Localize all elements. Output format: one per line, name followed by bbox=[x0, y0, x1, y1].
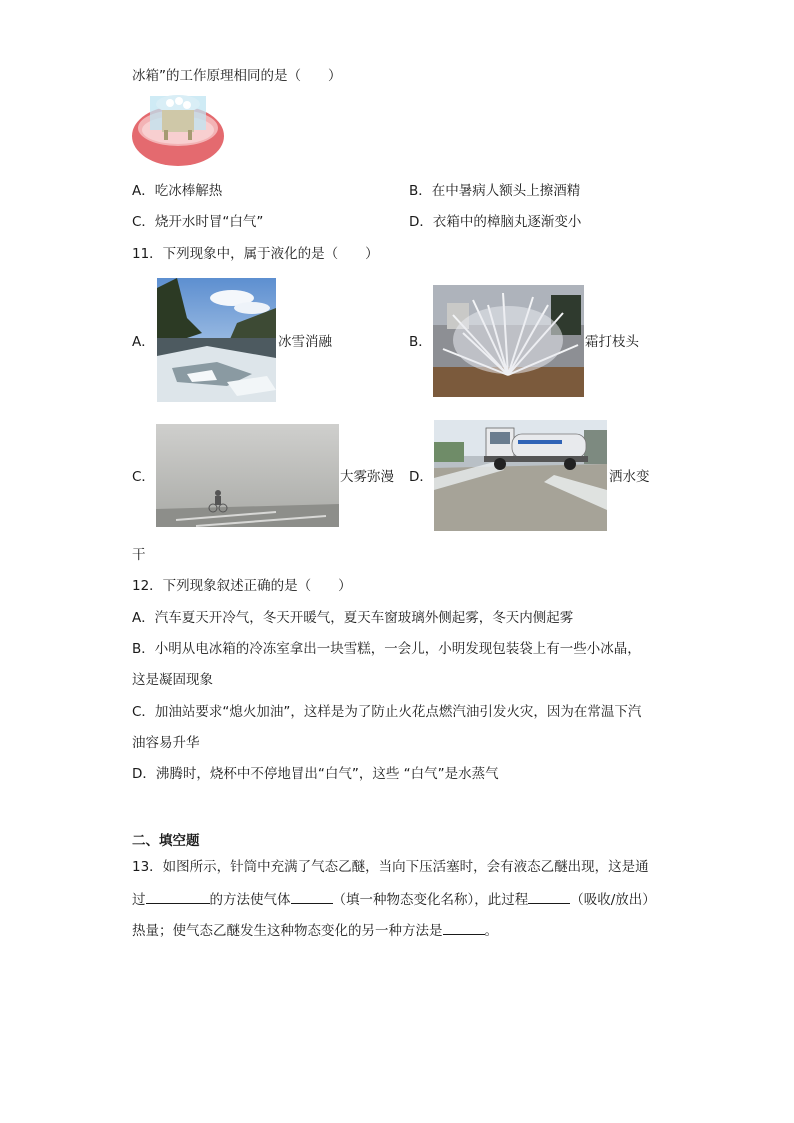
q13-blank-2[interactable] bbox=[291, 889, 333, 904]
section-title-fill-blank: 二、填空题 bbox=[132, 833, 200, 849]
q10-option-b: B．在中暑病人额头上擦酒精 bbox=[409, 183, 581, 199]
q13-blank-3[interactable] bbox=[528, 889, 570, 904]
q13-line1: 13．如图所示，针筒中充满了气态乙醚，当向下压活塞时，会有液态乙醚出现，这是通 bbox=[132, 859, 649, 875]
q13-blank-4[interactable] bbox=[443, 920, 485, 935]
q12-option-b: B．小明从电冰箱的冷冻室拿出一块雪糕，一会儿，小明发现包装袋上有一些小冰晶， bbox=[132, 641, 641, 657]
q11-option-c-caption: 大雾弥漫 bbox=[340, 469, 394, 485]
q11-image-snow-melt bbox=[157, 278, 276, 402]
q11-option-a-caption: 冰雪消融 bbox=[278, 334, 332, 350]
q12-option-a: A．汽车夏天开冷气，冬天开暖气，夏天车窗玻璃外侧起雾，冬天内侧起雾 bbox=[132, 610, 574, 626]
q10-figure-basin bbox=[130, 92, 226, 172]
q13-text-a: 过 bbox=[132, 892, 146, 908]
q10-option-c: C．烧开水时冒“白气” bbox=[132, 214, 264, 230]
q12-option-d: D．沸腾时，烧杯中不停地冒出“白气”，这些 “白气”是水蒸气 bbox=[132, 766, 499, 782]
q10-stem-tail: 冰箱”的工作原理相同的是（ ） bbox=[132, 68, 342, 84]
q11-image-frost-branch bbox=[433, 285, 584, 397]
q11-image-water-truck bbox=[434, 420, 607, 531]
q11-option-c-letter: C． bbox=[132, 469, 155, 485]
q11-option-d-letter: D． bbox=[409, 469, 433, 485]
q11-option-a-letter: A． bbox=[132, 334, 155, 350]
q12-option-b-cont: 这是凝固现象 bbox=[132, 672, 213, 688]
q13-blank-1[interactable] bbox=[146, 889, 210, 904]
q13-text-c: （填一种物态变化名称），此过程 bbox=[332, 892, 529, 908]
q13-text-e: 热量；使气态乙醚发生这种物态变化的另一种方法是 bbox=[132, 923, 443, 939]
q13-text-b: 的方法使气体 bbox=[209, 892, 291, 908]
q12-option-c-cont: 油容易升华 bbox=[132, 735, 200, 751]
q13-line2 bbox=[132, 889, 656, 910]
q13-line3 bbox=[132, 920, 498, 941]
q13-text-f: 。 bbox=[484, 923, 498, 939]
q11-option-d-caption: 洒水变 bbox=[609, 469, 650, 485]
q10-option-a: A．吃冰棒解热 bbox=[132, 183, 223, 199]
q11-stem: 11．下列现象中，属于液化的是（ ） bbox=[132, 246, 379, 262]
q12-option-c: C．加油站要求“熄火加油”，这样是为了防止火花点燃汽油引发火灾，因为在常温下汽 bbox=[132, 704, 642, 720]
q11-option-b-caption: 霜打枝头 bbox=[585, 334, 639, 350]
q11-image-fog bbox=[156, 424, 339, 527]
q13-text-d: （吸收/放出） bbox=[570, 892, 656, 908]
q11-option-b-letter: B． bbox=[409, 334, 432, 350]
q10-option-d: D．衣箱中的樟脑丸逐渐变小 bbox=[409, 214, 582, 230]
q12-stem: 12．下列现象叙述正确的是（ ） bbox=[132, 578, 352, 594]
q11-option-d-caption-wrap: 干 bbox=[132, 547, 146, 563]
basin-illustration bbox=[130, 92, 226, 172]
